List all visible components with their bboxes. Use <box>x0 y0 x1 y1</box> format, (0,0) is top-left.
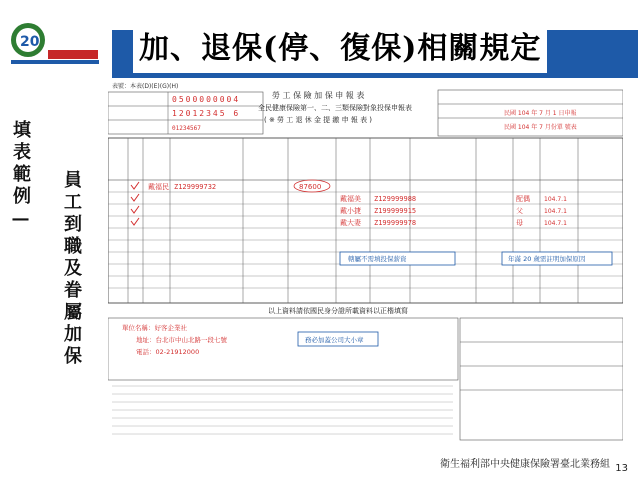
dependent-relation: 母 <box>516 219 523 227</box>
form-code-3: 01234567 <box>172 125 201 132</box>
unit-phone: 電話：02-21912000 <box>136 348 200 356</box>
side-label-topic: 員工到職及眷屬加保 <box>61 170 82 368</box>
page-number: 13 <box>615 463 628 474</box>
dependent-date: 104.7.1 <box>544 196 567 203</box>
form-title: 勞 工 保 險 加 保 申 報 表 <box>272 91 365 100</box>
unit-name: 單位名稱：好客企業社 <box>122 324 187 332</box>
dependent-id: Z199999915 <box>374 207 417 215</box>
unit-address: 地址：台北市中山北路一段七號 <box>136 336 227 344</box>
svg-text:20: 20 <box>20 34 40 50</box>
dependent-relation: 配偶 <box>516 195 530 203</box>
dependent-name: 戴福美 <box>340 195 361 203</box>
dependent-date: 104.7.1 <box>544 220 567 227</box>
callout-age-20: 年滿 20 歲需註明加保原因 <box>508 255 586 263</box>
form-date-1: 民國 104 年 7 月 1 日申報 <box>504 110 577 117</box>
employee-salary: 87600 <box>299 183 322 191</box>
dependent-name: 戴小捷 <box>340 207 361 215</box>
dependent-name: 戴大妻 <box>340 219 361 227</box>
dependent-id: Z129999988 <box>374 195 417 203</box>
form-instruction: 以上資料請依國民身分證所載資料以正楷填寫 <box>268 307 408 315</box>
dependent-date: 104.7.1 <box>544 208 567 215</box>
form-code-2: 12012345 6 <box>172 109 241 118</box>
form-subtitle-2: ( ※ 勞 工 退 休 金 提 繳 申 報 表 ) <box>264 116 373 124</box>
slide-title: 加、退保(停、復保)相關規定 <box>133 25 547 73</box>
callout-no-salary: 轄屬不需填投保薪資 <box>348 255 407 263</box>
form-top-left-label: 表號：本表(D)(E)(G)(H) <box>112 83 179 90</box>
organization-logo <box>6 8 101 68</box>
callout-seal: 務必加蓋公司大小章 <box>305 336 364 344</box>
form-code-1: 0500000004 <box>172 95 241 104</box>
side-label-example: 填表範例— <box>10 120 31 233</box>
form-sample <box>108 80 623 455</box>
footer-organization: 衛生福利部中央健康保險署臺北業務組 <box>440 459 610 470</box>
form-subtitle: 全民健康保險第一、二、三類保險對象投保申報表 <box>258 104 412 112</box>
employee-id: Z129999732 <box>174 183 217 191</box>
employee-name: 戴福民 <box>148 183 169 191</box>
form-date-2: 民國 104 年 7 月份單 號表 <box>504 124 577 131</box>
dependent-relation: 父 <box>516 207 523 215</box>
dependent-id: Z199999978 <box>374 219 417 227</box>
